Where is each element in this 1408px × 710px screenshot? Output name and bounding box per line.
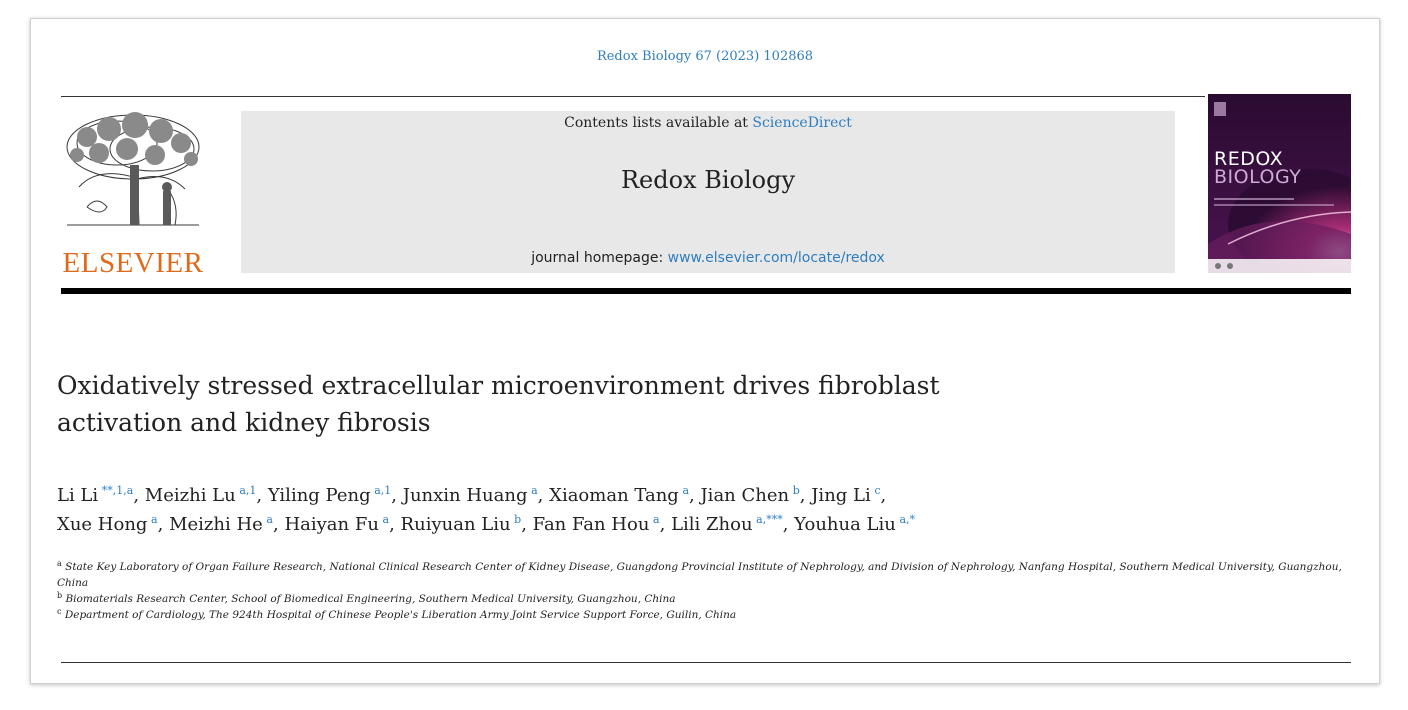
author-affiliation-mark[interactable]: **,1,a <box>101 484 134 497</box>
author[interactable] <box>284 514 400 535</box>
journal-homepage-link[interactable]: www.elsevier.com/locate/redox <box>667 250 885 266</box>
author-separator: , <box>689 485 701 506</box>
affiliation-mark: c <box>57 607 62 616</box>
author-affiliation-mark[interactable]: a <box>653 513 660 526</box>
article-title-line2: activation and kidney fibrosis <box>57 408 431 437</box>
cover-title <box>1214 150 1301 186</box>
cover-title-line2: BIOLOGY <box>1214 166 1302 188</box>
author-separator: , <box>880 485 887 506</box>
author-affiliation-mark[interactable]: a <box>266 513 273 526</box>
affiliation-text: State Key Laboratory of Organ Failure Research, National Clinical Research Center of Kidney Disease, Guangdong Provincial Institute of Nephrology, and Division of Nephrology, Nanfang Hospital, Southern Medical University, Guangzhou, China <box>57 561 1342 589</box>
author-separator: , <box>133 485 145 506</box>
publisher-name: ELSEVIER <box>62 247 204 279</box>
author[interactable] <box>794 514 915 535</box>
author[interactable] <box>57 514 169 535</box>
author[interactable] <box>57 485 145 506</box>
author-affiliation-mark[interactable]: c <box>874 484 881 497</box>
author-separator: , <box>256 485 268 506</box>
author[interactable] <box>671 514 794 535</box>
running-head[interactable]: Redox Biology 67 (2023) 102868 <box>596 49 814 64</box>
author-separator: , <box>782 514 795 535</box>
affiliation-list <box>57 559 1347 623</box>
author-affiliation-mark[interactable]: a,1 <box>239 484 257 497</box>
contents-prefix: Contents lists available at <box>564 115 753 131</box>
homepage-line <box>241 250 1175 266</box>
affiliation-mark: b <box>57 591 63 600</box>
author-name: Meizhi Lu <box>144 485 236 506</box>
contents-line <box>241 115 1175 131</box>
author[interactable] <box>549 485 700 506</box>
author-name: Fan Fan Hou <box>532 514 650 535</box>
journal-name: Redox Biology <box>620 166 796 194</box>
author[interactable] <box>145 485 268 506</box>
author-name: Li Li <box>57 485 99 506</box>
affiliation-rule <box>61 662 1351 663</box>
author-name: Lili Zhou <box>671 514 753 535</box>
author-name: Meizhi He <box>169 514 263 535</box>
author-separator: , <box>157 514 170 535</box>
author-affiliation-mark[interactable]: a,* <box>899 513 916 526</box>
author-affiliation-mark[interactable]: a <box>682 484 690 497</box>
author-name: Junxin Huang <box>402 485 528 506</box>
affiliation-text: Department of Cardiology, The 924th Hospital of Chinese People's Liberation Army Joint Service Support Force, Guilin, China <box>64 609 737 621</box>
author-affiliation-mark[interactable]: a,1 <box>374 484 392 497</box>
author[interactable] <box>700 485 811 506</box>
author[interactable] <box>268 485 403 506</box>
author-affiliation-mark[interactable]: b <box>792 484 800 497</box>
author[interactable] <box>811 485 886 506</box>
author-name: Jing Li <box>811 485 871 506</box>
author-separator: , <box>391 485 403 506</box>
author-separator: , <box>799 485 812 506</box>
affiliation-mark: a <box>57 559 62 568</box>
masthead-rule <box>61 288 1351 294</box>
affiliation-item <box>57 591 1347 607</box>
author-separator: , <box>389 514 401 535</box>
sciencedirect-link[interactable]: ScienceDirect <box>752 115 852 131</box>
author-name: Jian Chen <box>700 485 790 506</box>
author[interactable] <box>533 514 671 535</box>
cover-title-line1: REDOX <box>1214 148 1284 170</box>
article-title <box>57 367 1257 441</box>
author-affiliation-mark[interactable]: a,*** <box>756 513 783 526</box>
author-name: Xue Hong <box>57 514 148 535</box>
pdf-page <box>30 18 1380 684</box>
author-affiliation-mark[interactable]: a <box>531 484 538 497</box>
journal-cover-image[interactable] <box>1208 94 1351 273</box>
author-list <box>57 481 1357 539</box>
author-affiliation-mark[interactable]: b <box>514 513 522 526</box>
tree-icon <box>57 107 209 237</box>
affiliation-item <box>57 607 1347 623</box>
journal-header-box <box>241 111 1175 273</box>
author-name: Youhua Liu <box>794 514 896 535</box>
author-separator: , <box>659 514 672 535</box>
author[interactable] <box>169 514 284 535</box>
author-name: Ruiyuan Liu <box>400 514 511 535</box>
author-separator: , <box>521 514 533 535</box>
author[interactable] <box>401 514 533 535</box>
author-name: Xiaoman Tang <box>549 485 679 506</box>
author-name: Yiling Peng <box>267 485 371 506</box>
affiliation-item <box>57 559 1347 591</box>
homepage-prefix: journal homepage: <box>531 250 668 266</box>
header-rule <box>61 96 1205 97</box>
author-affiliation-mark[interactable]: a <box>382 513 390 526</box>
author-affiliation-mark[interactable]: a <box>151 513 158 526</box>
author-separator: , <box>537 485 550 506</box>
article-title-line1: Oxidatively stressed extracellular microenvironment drives fibroblast <box>57 371 940 400</box>
author-separator: , <box>272 514 285 535</box>
author-name: Haiyan Fu <box>284 514 379 535</box>
author[interactable] <box>403 485 549 506</box>
affiliation-text: Biomaterials Research Center, School of Biomedical Engineering, Southern Medical University, Guangzhou, China <box>65 593 676 605</box>
elsevier-logo[interactable] <box>57 107 209 279</box>
